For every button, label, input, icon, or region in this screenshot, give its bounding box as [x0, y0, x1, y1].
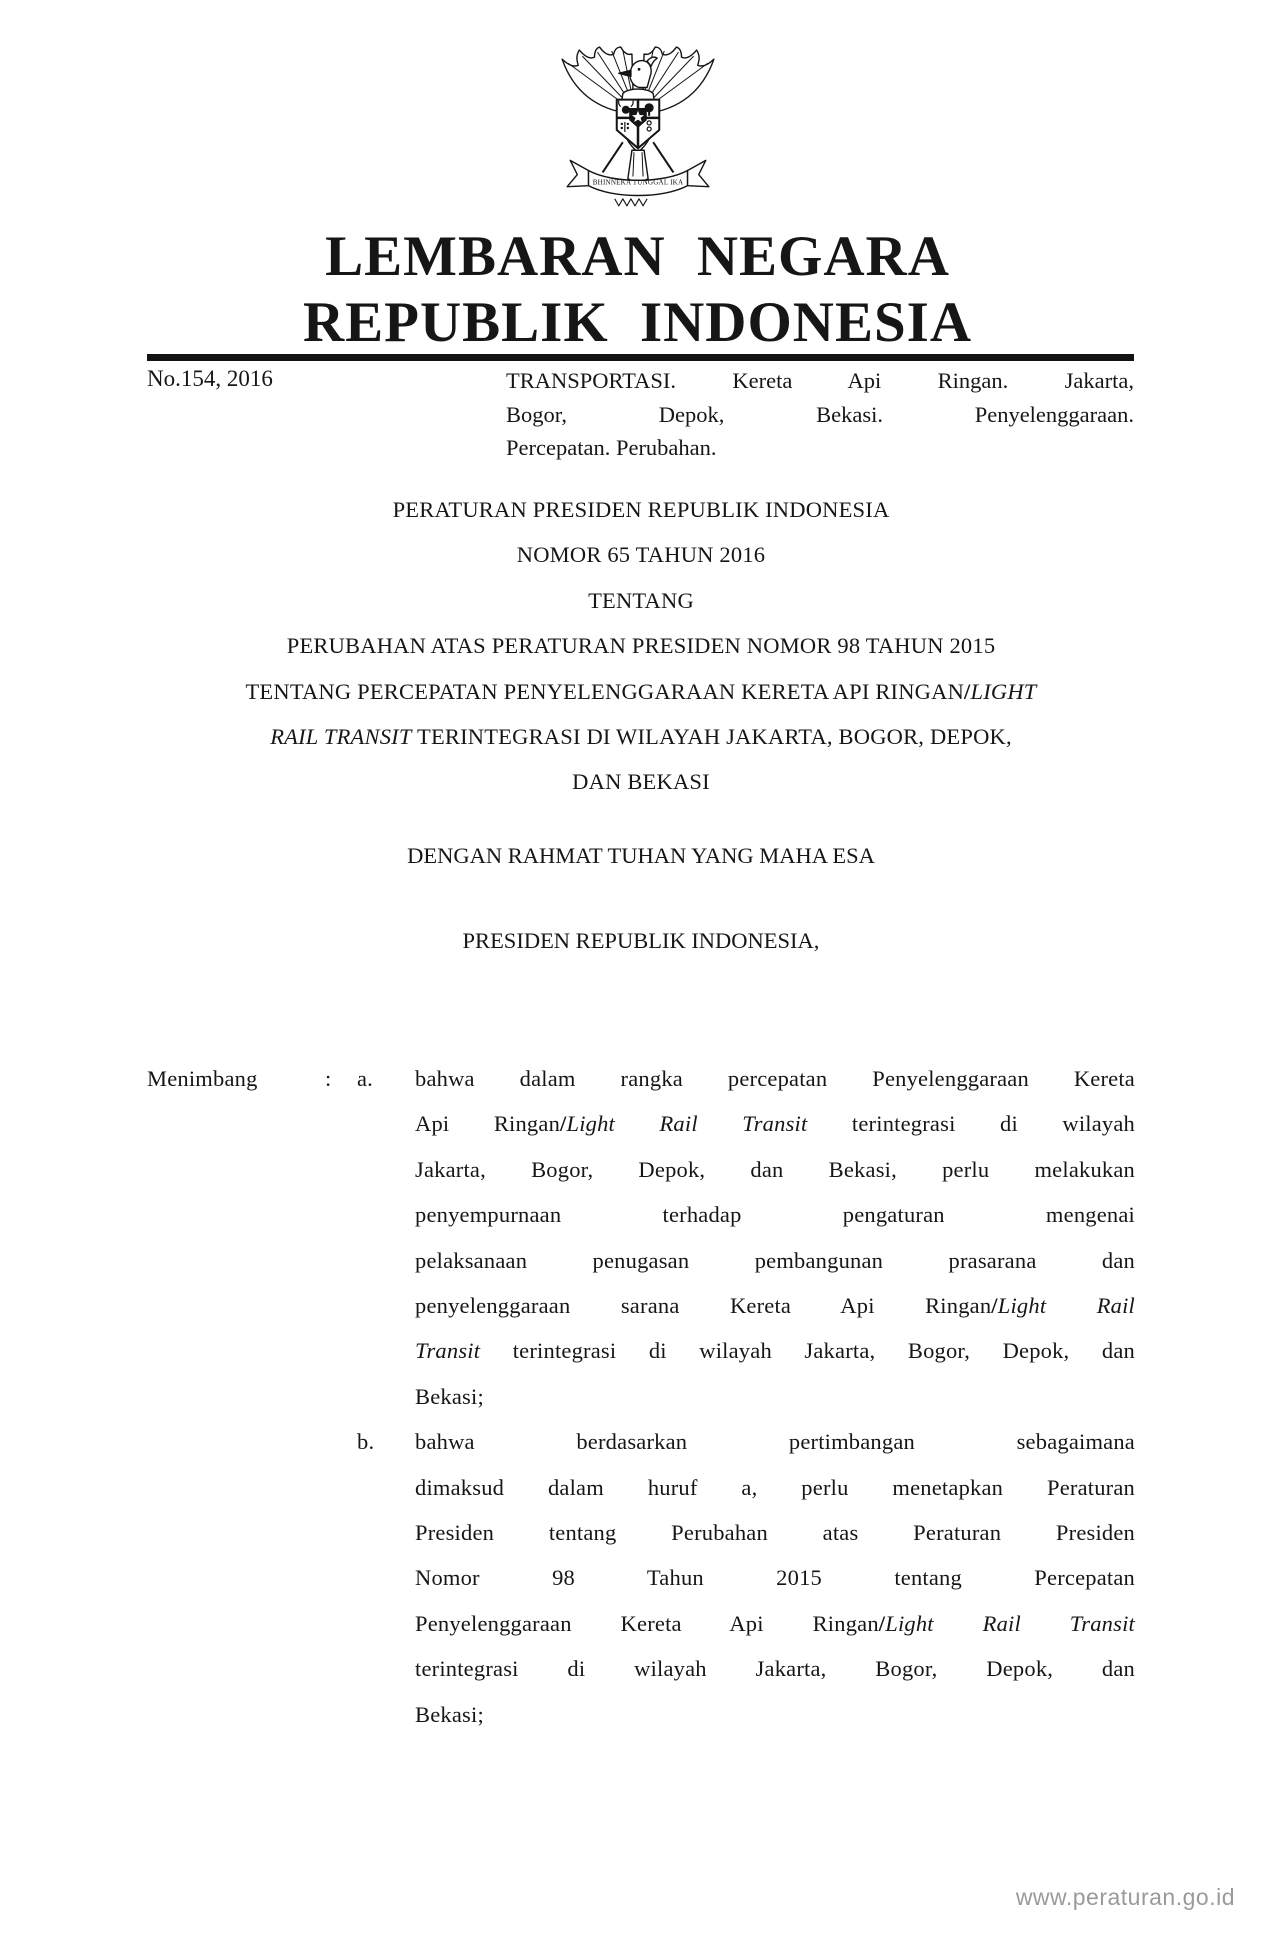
- title-line: DAN BEKASI: [572, 769, 710, 795]
- body-line: Bekasi;: [415, 1701, 484, 1727]
- body-line: Api Ringan/Light Rail Transit terintegrasi di wilayah: [415, 1111, 1135, 1137]
- subject-abstract: [506, 364, 1134, 465]
- garuda-pancasila-emblem: [552, 44, 724, 216]
- issue-number: No.154, 2016: [147, 366, 273, 391]
- body-line: Bekasi;: [415, 1383, 484, 1409]
- subject-line: Bogor, Depok, Bekasi. Penyelenggaraan.: [506, 401, 1134, 427]
- title-line: RAIL TRANSIT TERINTEGRASI DI WILAYAH JAKARTA, BOGOR, DEPOK,: [270, 724, 1012, 750]
- footer-watermark-url: www.peraturan.go.id: [1015, 1884, 1235, 1910]
- considering-label: Menimbang: [147, 1066, 258, 1091]
- masthead-line-2: REPUBLIK INDONESIA: [302, 291, 973, 354]
- body-line: Nomor 98 Tahun 2015 tentang Percepatan: [415, 1565, 1135, 1591]
- title-line: PERATURAN PRESIDEN REPUBLIK INDONESIA: [392, 497, 890, 522]
- item-text: [415, 1419, 1135, 1737]
- masthead-line-1: LEMBARAN NEGARA: [325, 225, 950, 288]
- considering-item-b: [357, 1419, 1135, 1737]
- body-line: dimaksud dalam huruf a, perlu menetapkan Peraturan: [415, 1474, 1135, 1500]
- title-line: TENTANG: [588, 587, 694, 613]
- subject-line: TRANSPORTASI. Kereta Api Ringan. Jakarta,: [506, 368, 1134, 393]
- emblem-motto-text: BHINNEKA TUNGGAL IKA: [592, 178, 684, 187]
- body-line: bahwa berdasarkan pertimbangan sebagaimana: [415, 1429, 1135, 1455]
- title-line: TENTANG PERCEPATAN PENYELENGGARAAN KERETA API RINGAN/LIGHT: [245, 678, 1037, 704]
- invocation-line: DENGAN RAHMAT TUHAN YANG MAHA ESA: [407, 843, 875, 868]
- considering-section: [147, 1056, 1135, 1737]
- masthead: [0, 224, 1275, 356]
- garuda-pancasila-icon: [552, 44, 724, 216]
- body-line: bahwa dalam rangka percepatan Penyelenggaraan Kereta: [415, 1066, 1135, 1091]
- body-line: Jakarta, Bogor, Depok, dan Bekasi, perlu melakukan: [415, 1156, 1135, 1182]
- body-line: penyempurnaan terhadap pengaturan mengenai: [415, 1202, 1135, 1228]
- authority-line: PRESIDEN REPUBLIK INDONESIA,: [462, 928, 820, 953]
- item-text: [415, 1056, 1135, 1419]
- body-line: pelaksanaan penugasan pembangunan prasarana dan: [415, 1247, 1135, 1273]
- considering-colon: :: [325, 1066, 332, 1091]
- regulation-title-block: [147, 487, 1135, 805]
- item-marker: a.: [357, 1066, 374, 1091]
- considering-item-a: [357, 1056, 1135, 1419]
- body-line: penyelenggaraan sarana Kereta Api Ringan/Light Rail: [415, 1293, 1136, 1319]
- body-line: Penyelenggaraan Kereta Api Ringan/Light Rail Transit: [415, 1610, 1135, 1636]
- body-line: Transit terintegrasi di wilayah Jakarta, Bogor, Depok, dan: [415, 1338, 1135, 1364]
- body-line: terintegrasi di wilayah Jakarta, Bogor, Depok, dan: [415, 1656, 1135, 1682]
- title-line: NOMOR 65 TAHUN 2016: [516, 542, 766, 568]
- title-line: PERUBAHAN ATAS PERATURAN PRESIDEN NOMOR 98 TAHUN 2015: [286, 633, 996, 659]
- body-line: Presiden tentang Perubahan atas Peraturan Presiden: [415, 1520, 1135, 1546]
- subject-line: Percepatan. Perubahan.: [506, 435, 717, 460]
- considering-items: [357, 1056, 1135, 1737]
- header-divider-rule: [147, 354, 1134, 361]
- item-marker: b.: [357, 1429, 375, 1455]
